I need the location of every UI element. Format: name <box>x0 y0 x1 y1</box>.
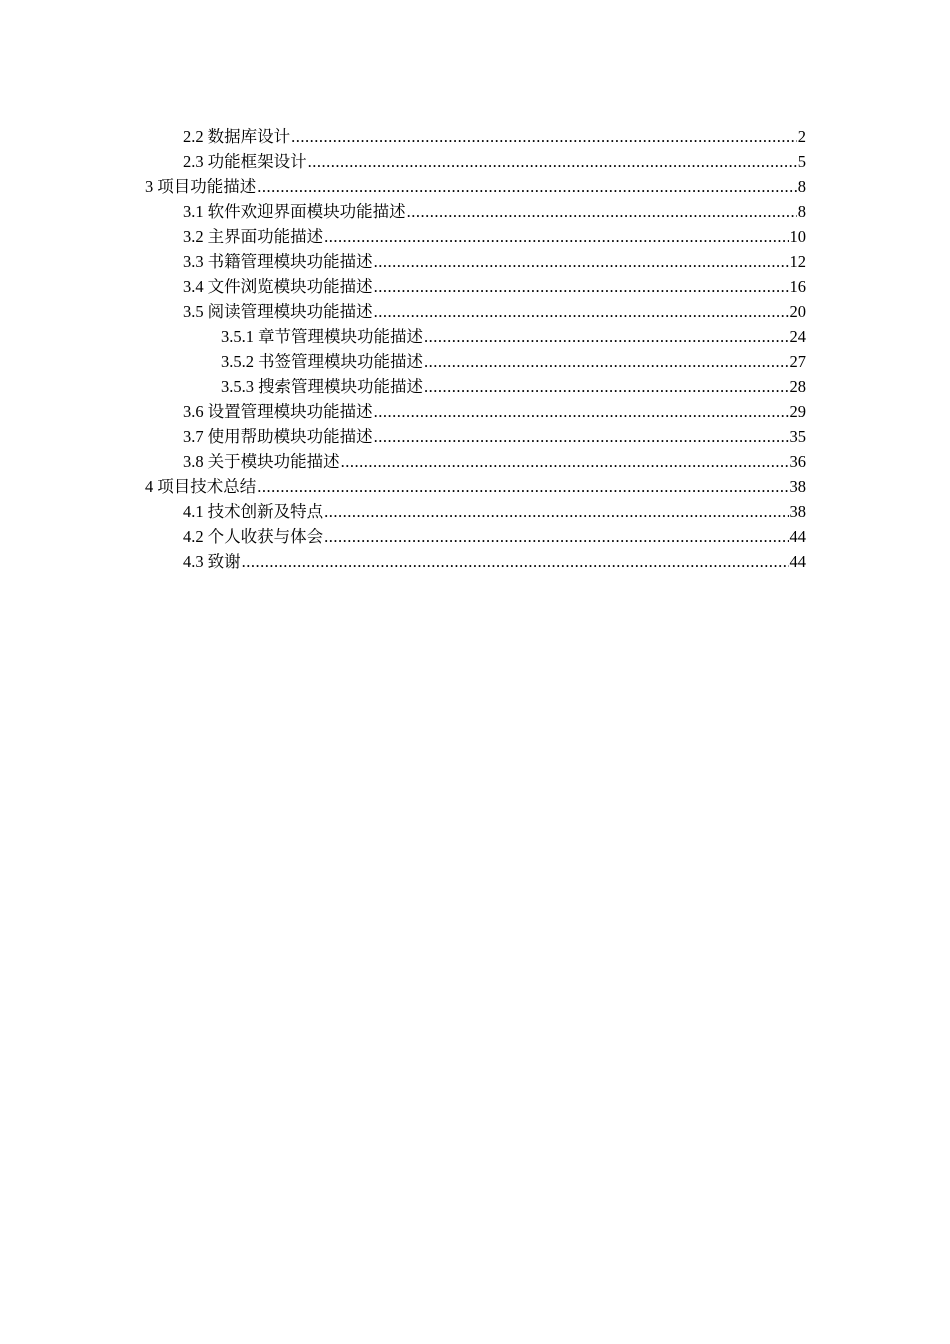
toc-entry-page-number: 5 <box>797 152 806 171</box>
toc-entry-line <box>183 449 806 474</box>
toc-entry-line <box>221 349 806 374</box>
toc-dot-leader <box>424 349 789 374</box>
toc-dot-leader <box>341 449 789 474</box>
toc-entry-line <box>145 174 806 199</box>
table-of-contents <box>0 124 950 574</box>
toc-entry-title: 关于模块功能描述 <box>207 452 340 471</box>
toc-entry-page-number: 12 <box>789 252 806 271</box>
toc-entry-page-number: 10 <box>789 227 806 246</box>
toc-dot-leader <box>324 224 788 249</box>
toc-entry[interactable] <box>0 549 950 574</box>
toc-entry-title: 阅读管理模块功能描述 <box>207 302 373 321</box>
toc-dot-leader <box>374 399 789 424</box>
toc-entry-page-number: 2 <box>797 127 806 146</box>
toc-dot-leader <box>324 524 788 549</box>
toc-entry-title: 个人收获与体会 <box>207 527 324 546</box>
toc-entry[interactable] <box>0 199 950 224</box>
toc-entry-line <box>183 124 806 149</box>
toc-entry-number: 4.3 <box>183 552 204 571</box>
toc-entry-title: 致谢 <box>207 552 241 571</box>
toc-entry-page-number: 38 <box>789 477 806 496</box>
toc-entry[interactable] <box>0 124 950 149</box>
toc-entry-title: 技术创新及特点 <box>207 502 324 521</box>
toc-dot-leader <box>374 274 789 299</box>
toc-entry-number: 4.2 <box>183 527 204 546</box>
toc-entry-title: 搜索管理模块功能描述 <box>258 377 423 396</box>
toc-entry-line <box>183 249 806 274</box>
toc-entry-page-number: 29 <box>789 402 806 421</box>
toc-entry[interactable] <box>0 149 950 174</box>
toc-entry-number: 2.3 <box>183 152 204 171</box>
toc-entry-line <box>183 274 806 299</box>
toc-entry-page-number: 16 <box>789 277 806 296</box>
toc-entry-line <box>221 324 806 349</box>
toc-entry[interactable] <box>0 274 950 299</box>
toc-entry-number: 3.8 <box>183 452 204 471</box>
toc-entry-line <box>183 399 806 424</box>
toc-entry-page-number: 24 <box>789 327 806 346</box>
toc-entry-page-number: 35 <box>789 427 806 446</box>
toc-entry[interactable] <box>0 174 950 199</box>
toc-entry-number: 2.2 <box>183 127 204 146</box>
toc-dot-leader <box>424 324 789 349</box>
toc-entry-title: 章节管理模块功能描述 <box>258 327 423 346</box>
toc-entry-title: 项目技术总结 <box>157 477 257 496</box>
toc-dot-leader <box>374 424 789 449</box>
toc-entry-number: 4.1 <box>183 502 204 521</box>
toc-entry-title: 书籍管理模块功能描述 <box>207 252 373 271</box>
toc-entry-line <box>183 224 806 249</box>
toc-dot-leader <box>324 499 788 524</box>
toc-dot-leader <box>242 549 789 574</box>
toc-entry-title: 设置管理模块功能描述 <box>207 402 373 421</box>
toc-entry-number: 3.2 <box>183 227 204 246</box>
toc-entry-title: 数据库设计 <box>207 127 291 146</box>
toc-entry[interactable] <box>0 374 950 399</box>
toc-dot-leader <box>374 299 789 324</box>
toc-dot-leader <box>257 474 788 499</box>
toc-entry-page-number: 38 <box>789 502 806 521</box>
toc-dot-leader <box>308 149 797 174</box>
toc-entry-page-number: 28 <box>789 377 806 396</box>
toc-entry-page-number: 36 <box>789 452 806 471</box>
toc-entry-number: 3.4 <box>183 277 204 296</box>
toc-entry-line <box>183 299 806 324</box>
toc-entry-line <box>183 424 806 449</box>
toc-entry-line <box>183 199 806 224</box>
toc-dot-leader <box>291 124 797 149</box>
toc-entry-page-number: 8 <box>797 177 806 196</box>
toc-entry-title: 项目功能描述 <box>157 177 257 196</box>
toc-dot-leader <box>257 174 797 199</box>
toc-entry-title: 主界面功能描述 <box>207 227 324 246</box>
toc-entry[interactable] <box>0 324 950 349</box>
toc-entry-number: 3.1 <box>183 202 204 221</box>
toc-entry-title: 功能框架设计 <box>207 152 307 171</box>
toc-dot-leader <box>407 199 797 224</box>
toc-entry-title: 书签管理模块功能描述 <box>258 352 423 371</box>
toc-entry-line <box>145 474 806 499</box>
toc-entry-page-number: 44 <box>789 527 806 546</box>
toc-entry[interactable] <box>0 224 950 249</box>
toc-entry[interactable] <box>0 524 950 549</box>
toc-entry[interactable] <box>0 249 950 274</box>
toc-entry-title: 软件欢迎界面模块功能描述 <box>207 202 406 221</box>
toc-entry-number: 3.3 <box>183 252 204 271</box>
toc-entry-page-number: 44 <box>789 552 806 571</box>
toc-entry[interactable] <box>0 449 950 474</box>
toc-entry-title: 使用帮助模块功能描述 <box>207 427 373 446</box>
toc-entry[interactable] <box>0 299 950 324</box>
toc-entry-number: 3.5.3 <box>221 377 254 396</box>
toc-entry-page-number: 27 <box>789 352 806 371</box>
toc-entry[interactable] <box>0 424 950 449</box>
toc-entry[interactable] <box>0 499 950 524</box>
toc-entry-number: 3.5 <box>183 302 204 321</box>
toc-entry-number: 3.6 <box>183 402 204 421</box>
toc-entry-line <box>221 374 806 399</box>
toc-entry[interactable] <box>0 399 950 424</box>
toc-entry-page-number: 8 <box>797 202 806 221</box>
toc-entry-number: 4 <box>145 477 154 496</box>
toc-entry-number: 3 <box>145 177 154 196</box>
toc-entry[interactable] <box>0 474 950 499</box>
toc-dot-leader <box>424 374 789 399</box>
toc-entry-number: 3.7 <box>183 427 204 446</box>
toc-entry-line <box>183 524 806 549</box>
toc-entry-number: 3.5.2 <box>221 352 254 371</box>
toc-entry-line <box>183 549 806 574</box>
toc-entry-number: 3.5.1 <box>221 327 254 346</box>
toc-entry-title: 文件浏览模块功能描述 <box>207 277 373 296</box>
toc-entry[interactable] <box>0 349 950 374</box>
toc-entry-line <box>183 149 806 174</box>
toc-entry-line <box>183 499 806 524</box>
toc-dot-leader <box>374 249 789 274</box>
toc-entry-page-number: 20 <box>789 302 806 321</box>
